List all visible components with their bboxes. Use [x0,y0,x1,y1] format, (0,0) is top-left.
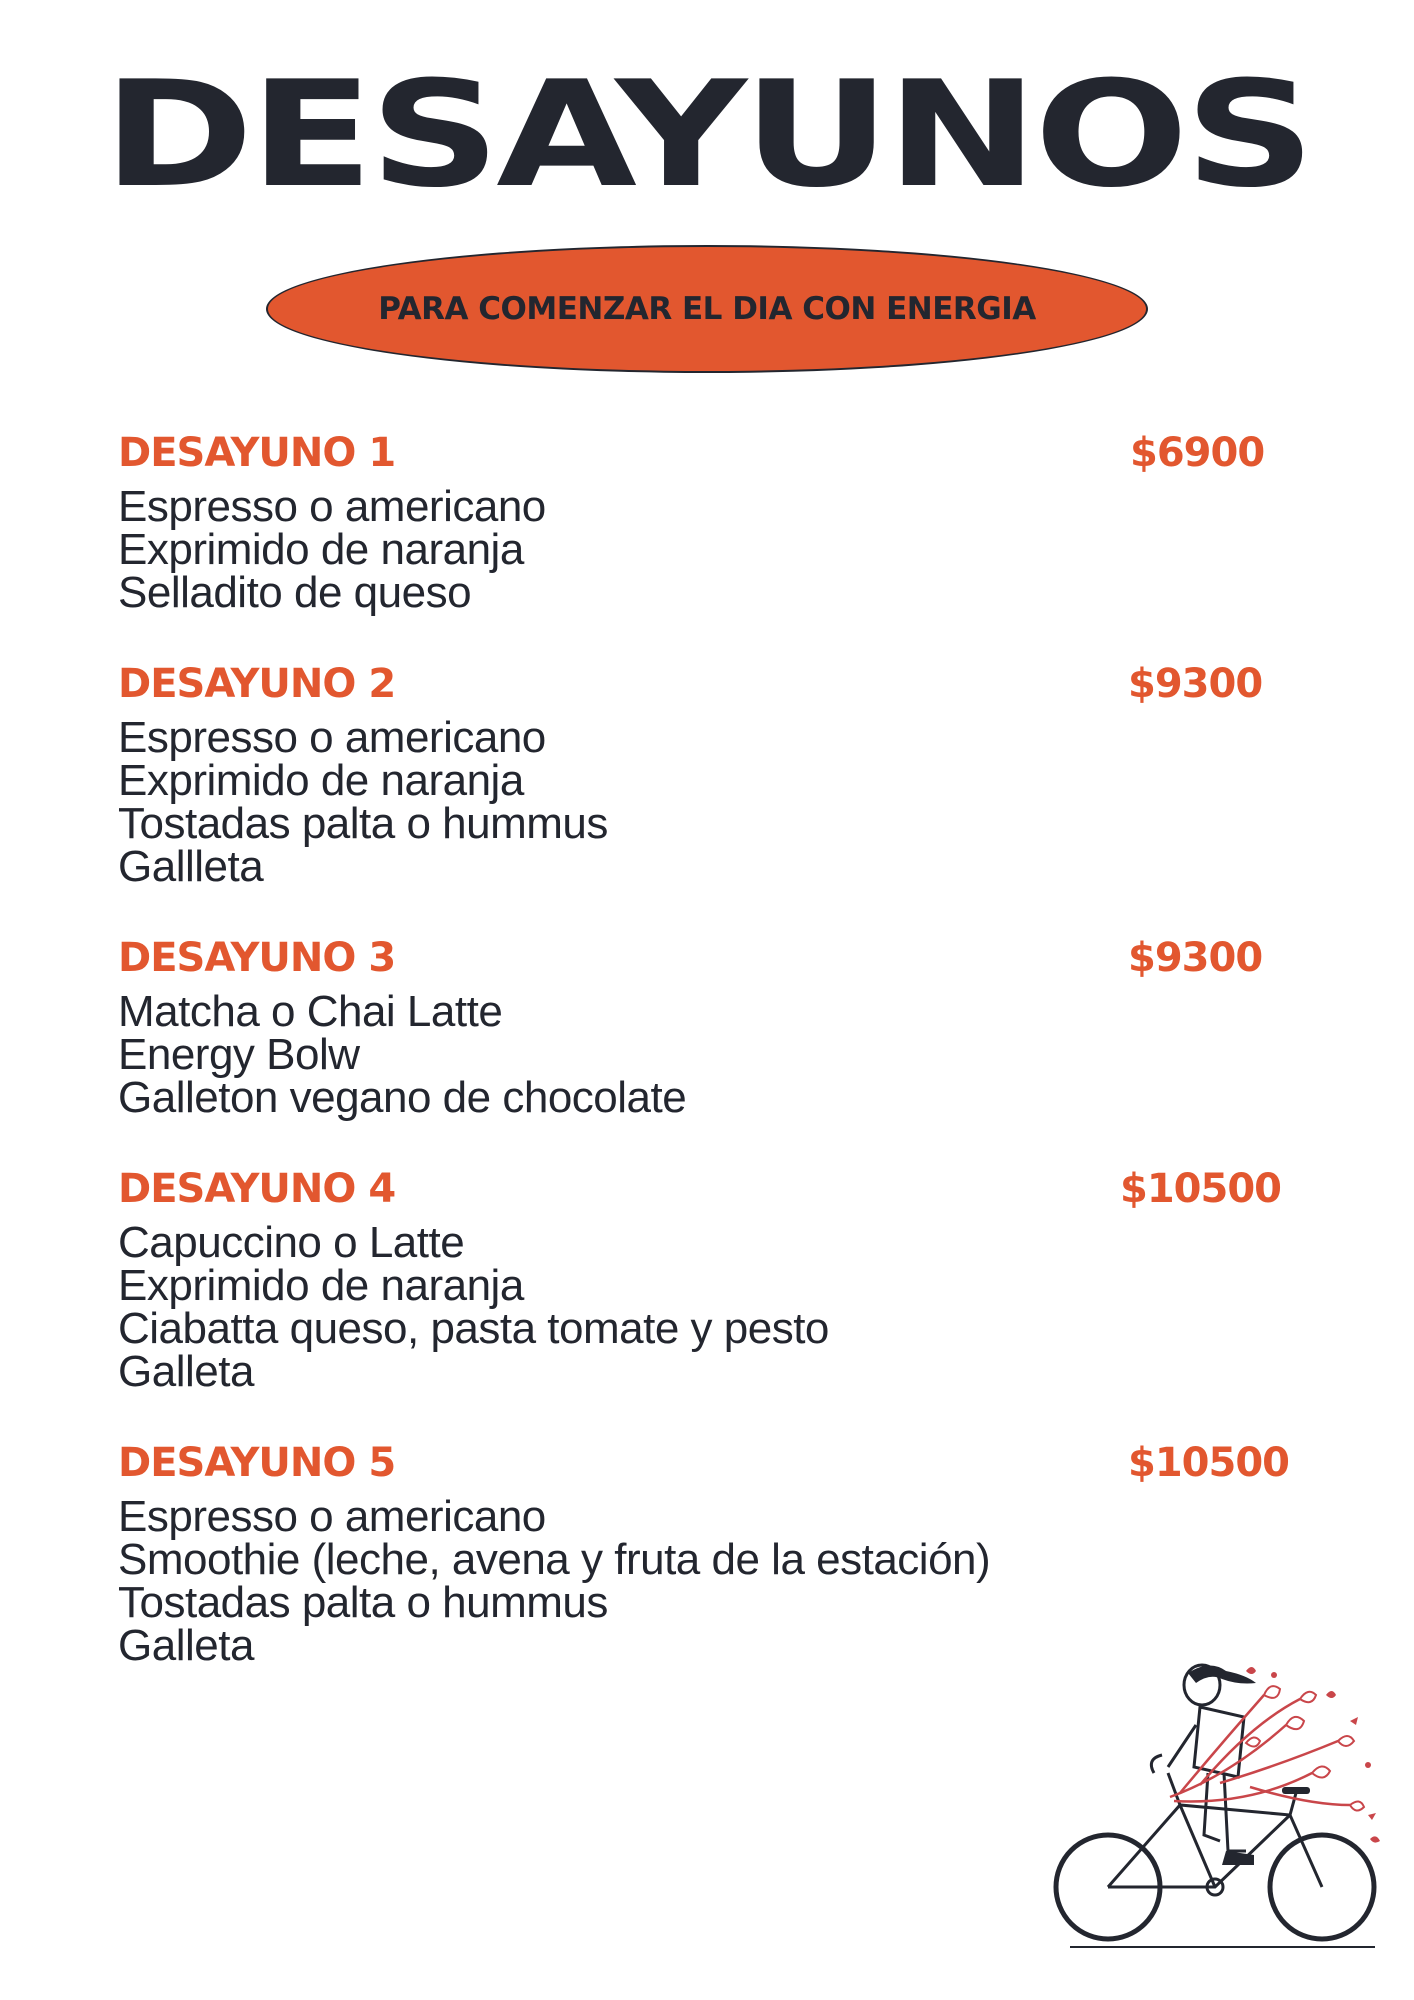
menu-item-name: DESAYUNO 5 [118,1440,396,1486]
menu-item-line: Exprimido de naranja [118,756,524,805]
menu-item-name: DESAYUNO 2 [118,661,396,707]
menu-item-name: DESAYUNO 1 [118,430,396,476]
menu-item-price: $9300 [1128,935,1263,981]
subtitle-text: PARA COMENZAR EL DIA CON ENERGIA [378,291,1036,327]
menu-item-name: DESAYUNO 3 [118,935,396,981]
menu-item-line: Selladito de queso [118,568,472,617]
menu-item-price: $9300 [1128,661,1263,707]
menu-item-contents [118,1218,829,1396]
menu-item-contents [118,713,608,891]
menu-item-line: Exprimido de naranja [118,1261,524,1310]
menu-item-line: Exprimido de naranja [118,525,524,574]
menu-item-line: Gallleta [118,842,264,891]
menu-item-line: Capuccino o Latte [118,1218,465,1267]
menu-item-contents [118,482,546,617]
woman-on-bicycle-illustration-icon [1050,1655,1390,1955]
menu-item-line: Smoothie (leche, avena y fruta de la estación) [118,1535,991,1584]
menu-item-contents [118,1492,991,1670]
menu-item-line: Matcha o Chai Latte [118,987,503,1036]
menu-item-line: Galleta [118,1621,254,1670]
menu-item-line: Espresso o americano [118,482,546,531]
subtitle-badge [266,245,1148,373]
menu-item-line: Espresso o americano [118,1492,546,1541]
menu-item-name: DESAYUNO 4 [118,1166,396,1212]
menu-item-line: Ciabatta queso, pasta tomate y pesto [118,1304,829,1353]
menu-item-line: Tostadas palta o hummus [118,1578,608,1627]
menu-item-line: Energy Bolw [118,1030,360,1079]
menu-item-line: Espresso o americano [118,713,546,762]
menu-item-contents [118,987,687,1122]
menu-item-price: $6900 [1130,430,1265,476]
menu-item-price: $10500 [1128,1440,1289,1486]
menu-item-line: Tostadas palta o hummus [118,799,608,848]
menu-item-price: $10500 [1120,1166,1281,1212]
page-title: DESAYUNOS [102,49,1312,221]
menu-item-line: Galleton vegano de chocolate [118,1073,687,1122]
menu-item-line: Galleta [118,1347,254,1396]
